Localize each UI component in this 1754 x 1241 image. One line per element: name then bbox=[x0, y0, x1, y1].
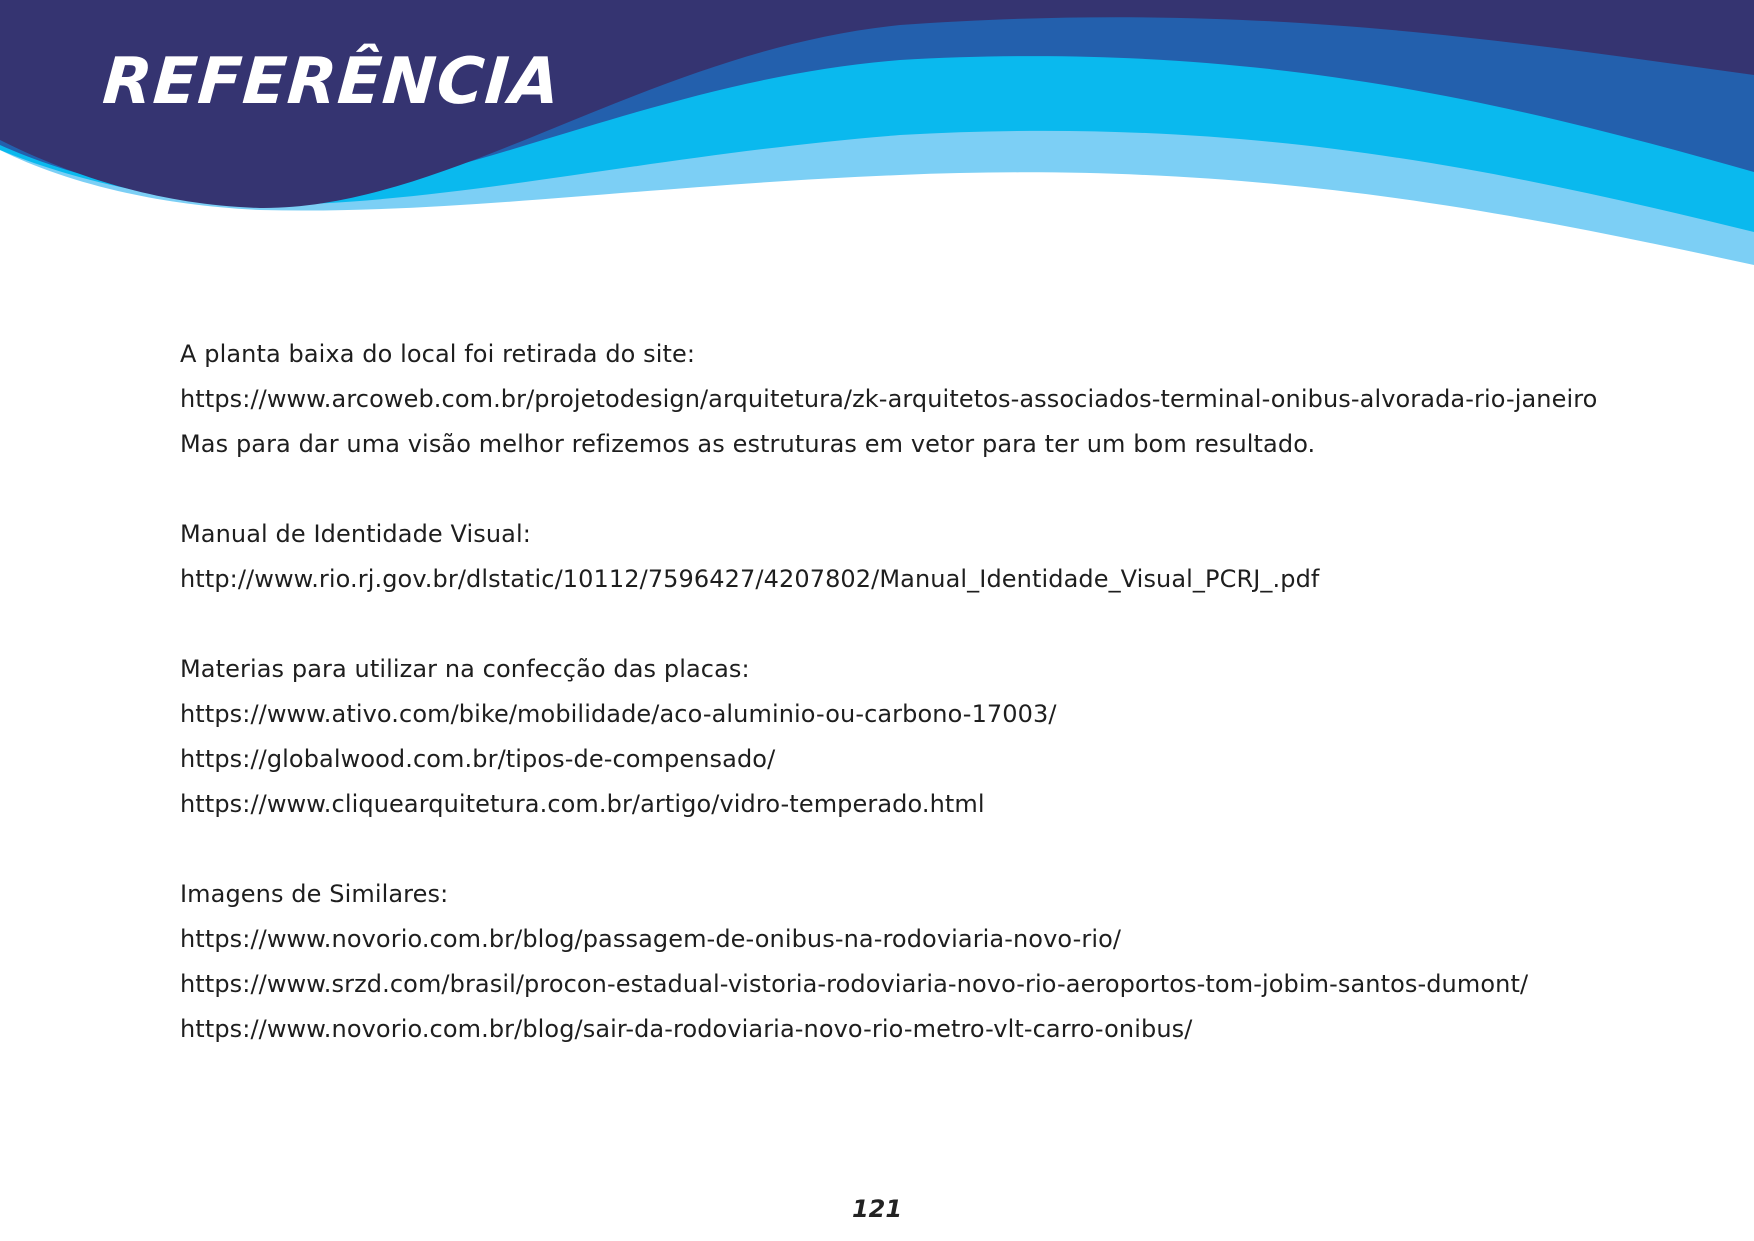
reference-link[interactable]: https://www.arcoweb.com.br/projetodesign/arquitetura/zk-arquitetos-associados-terminal-onibus-alvorada-rio-janeiro bbox=[180, 385, 1598, 413]
section-materials bbox=[180, 647, 1600, 827]
reference-content bbox=[180, 332, 1600, 1097]
reference-link[interactable]: https://www.novorio.com.br/blog/passagem-de-onibus-na-rodoviaria-novo-rio/ bbox=[180, 925, 1122, 953]
reference-link[interactable]: https://www.cliquearquitetura.com.br/artigo/vidro-temperado.html bbox=[180, 790, 985, 818]
section-visual-identity bbox=[180, 512, 1600, 602]
reference-link[interactable]: https://www.ativo.com/bike/mobilidade/aco-aluminio-ou-carbono-17003/ bbox=[180, 700, 1057, 728]
section-note: Mas para dar uma visão melhor refizemos as estruturas em vetor para ter um bom resultado. bbox=[180, 430, 1316, 458]
section-intro: Manual de Identidade Visual: bbox=[180, 520, 531, 548]
section-similar-images bbox=[180, 872, 1600, 1052]
reference-link[interactable]: https://globalwood.com.br/tipos-de-compensado/ bbox=[180, 745, 776, 773]
page-number: 121 bbox=[851, 1195, 903, 1223]
reference-link[interactable]: http://www.rio.rj.gov.br/dlstatic/10112/7596427/4207802/Manual_Identidade_Visual_PCRJ_.pdf bbox=[180, 565, 1320, 593]
page-title: REFERÊNCIA bbox=[100, 45, 563, 119]
section-floor-plan bbox=[180, 332, 1600, 467]
section-intro: Materias para utilizar na confecção das placas: bbox=[180, 655, 750, 683]
section-intro: A planta baixa do local foi retirada do site: bbox=[180, 340, 696, 368]
reference-link[interactable]: https://www.srzd.com/brasil/procon-estadual-vistoria-rodoviaria-novo-rio-aeroportos-tom-jobim-santos-dumont/ bbox=[180, 970, 1529, 998]
section-intro: Imagens de Similares: bbox=[180, 880, 449, 908]
header-wave-banner bbox=[0, 0, 1754, 270]
reference-link[interactable]: https://www.novorio.com.br/blog/sair-da-rodoviaria-novo-rio-metro-vlt-carro-onibus/ bbox=[180, 1015, 1193, 1043]
